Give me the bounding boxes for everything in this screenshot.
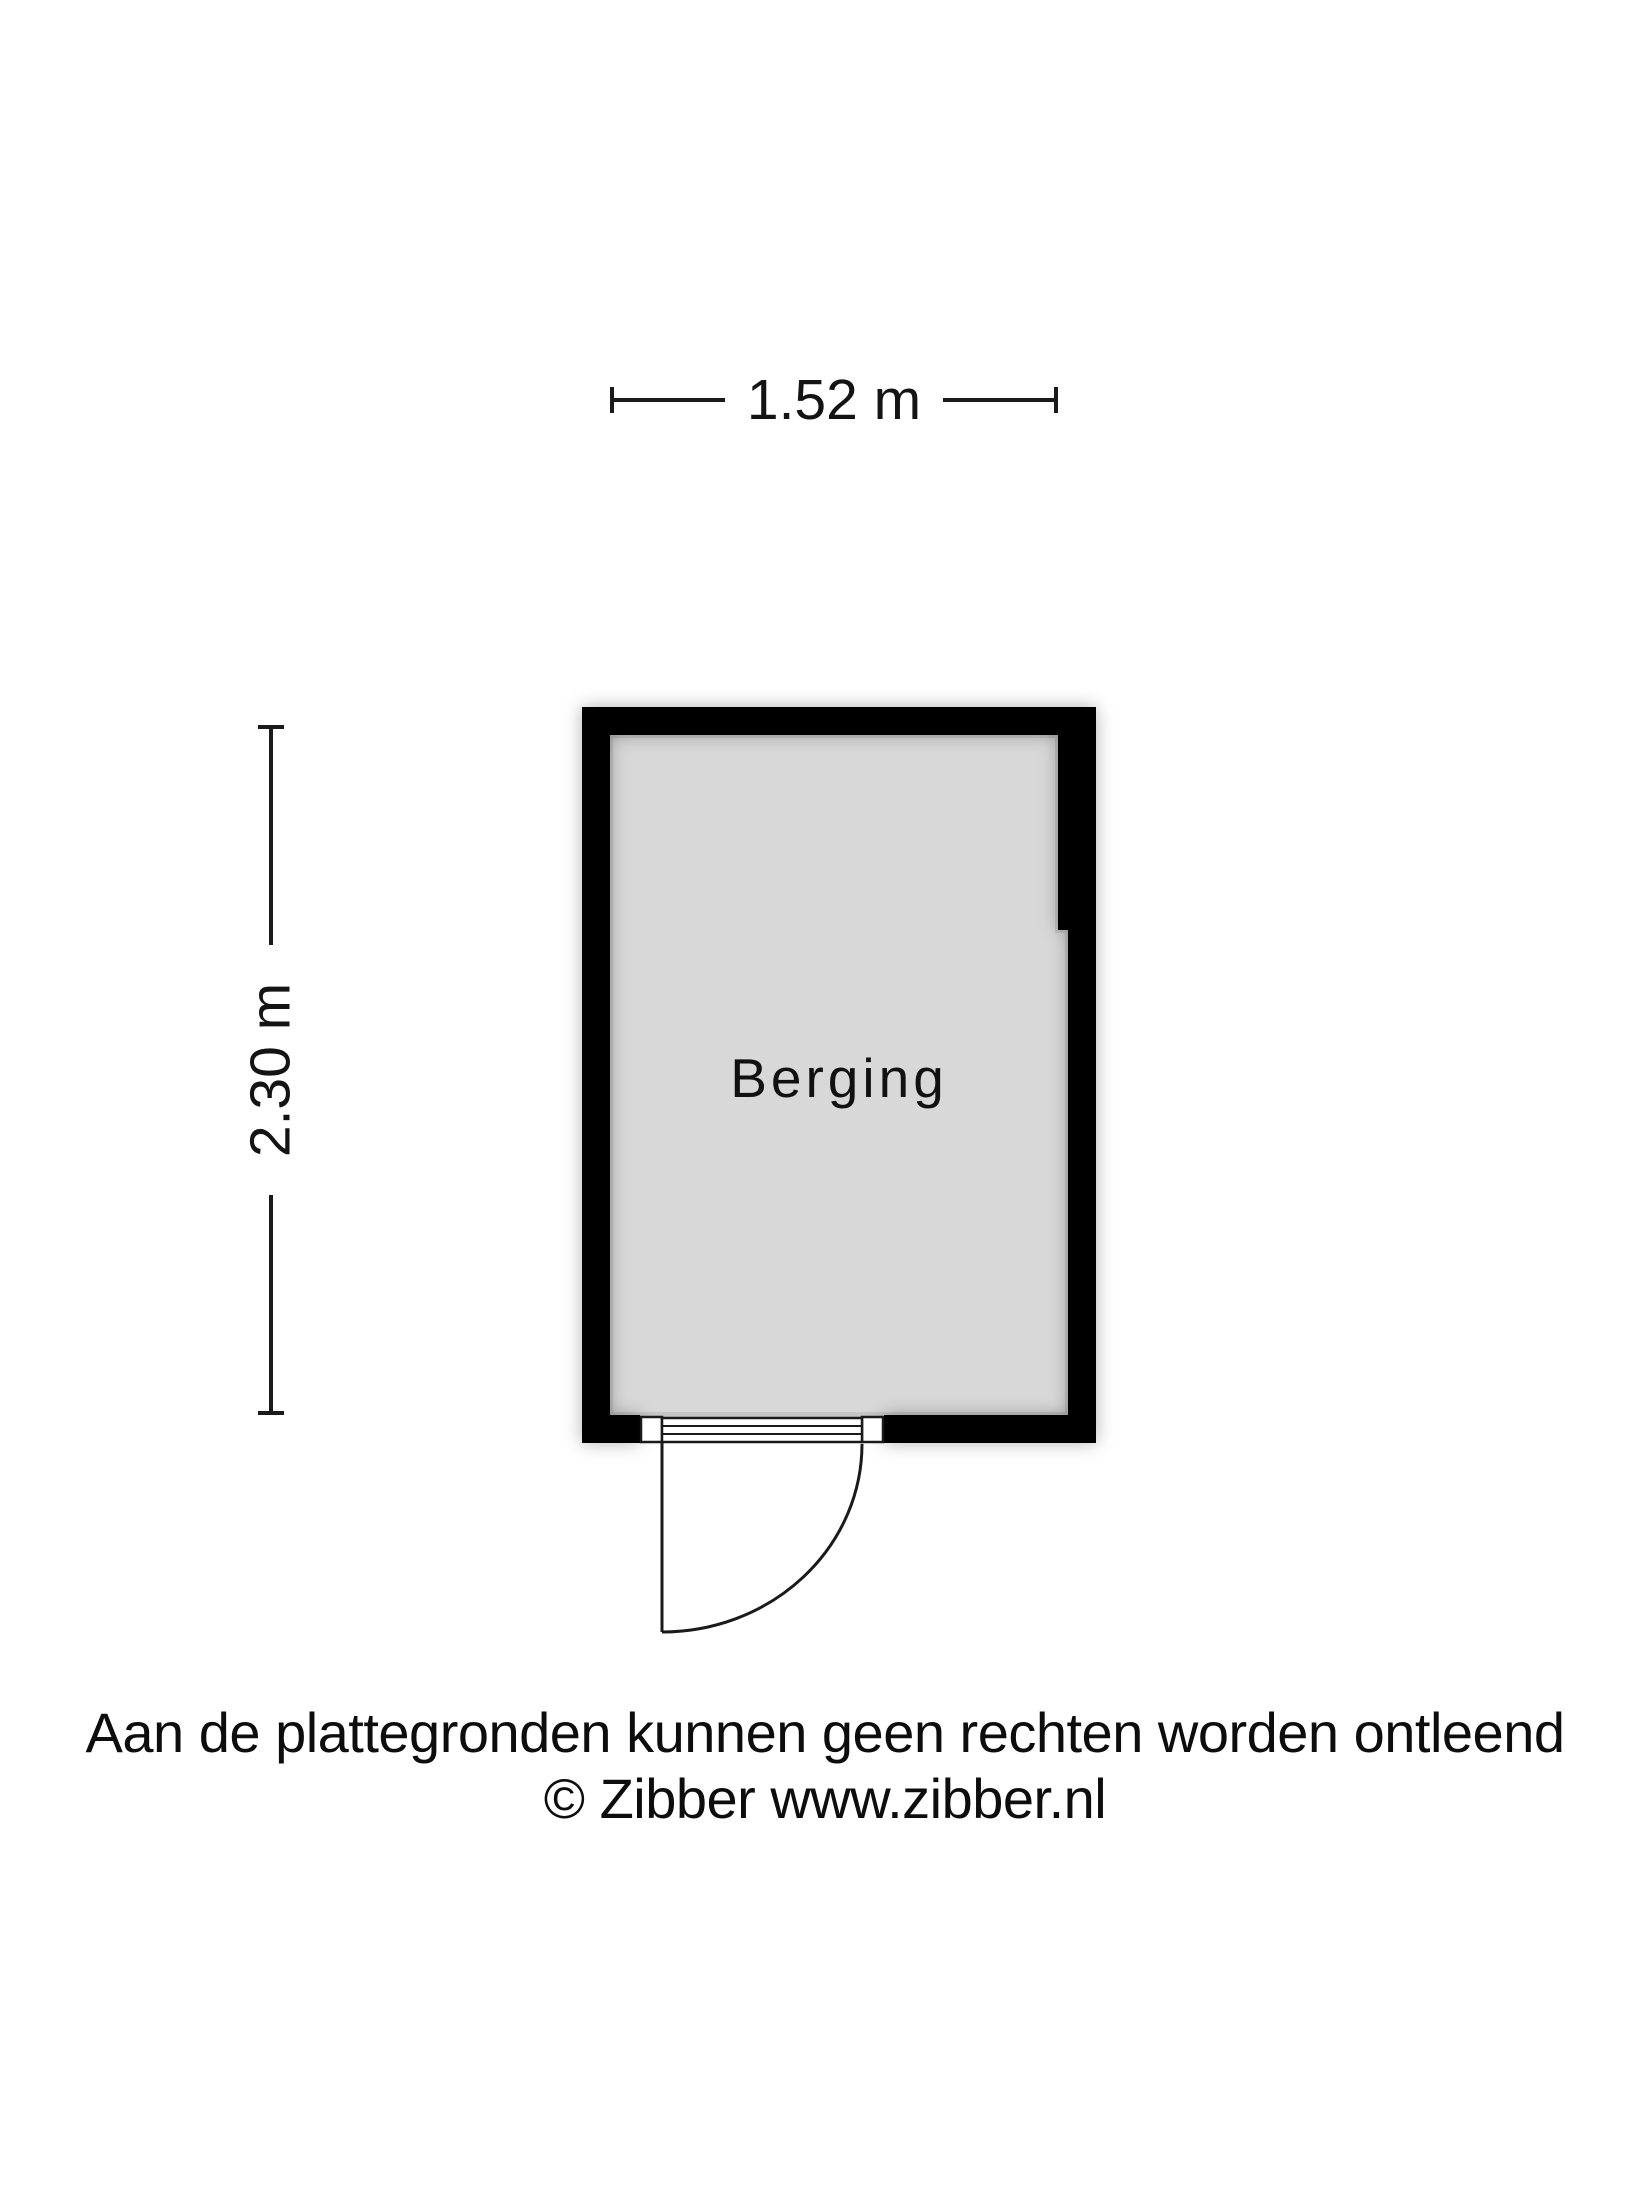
door-jamb-right — [862, 1417, 883, 1442]
width-dimension — [610, 367, 1058, 432]
dimension-line — [943, 398, 1054, 402]
copyright-text: © Zibber www.zibber.nl — [543, 1766, 1107, 1830]
height-dimension — [238, 725, 303, 1415]
width-dimension-label: 1.52 m — [746, 367, 922, 432]
door-jamb-left — [641, 1417, 662, 1442]
dimension-line — [614, 398, 725, 402]
dimension-line — [269, 1195, 273, 1411]
height-dimension-label-wrap — [238, 945, 303, 1195]
room-name-label: Berging — [730, 1047, 948, 1109]
height-dimension-label: 2.30 m — [238, 982, 303, 1158]
footer — [0, 1700, 1650, 1831]
door-swing-arc — [662, 1444, 862, 1632]
door-threshold — [662, 1418, 862, 1442]
disclaimer-text: Aan de plattegronden kunnen geen rechten worden ontleend — [85, 1701, 1565, 1764]
dimension-line — [269, 729, 273, 945]
dimension-end-tick — [258, 1411, 284, 1415]
dimension-end-tick — [1054, 387, 1058, 413]
